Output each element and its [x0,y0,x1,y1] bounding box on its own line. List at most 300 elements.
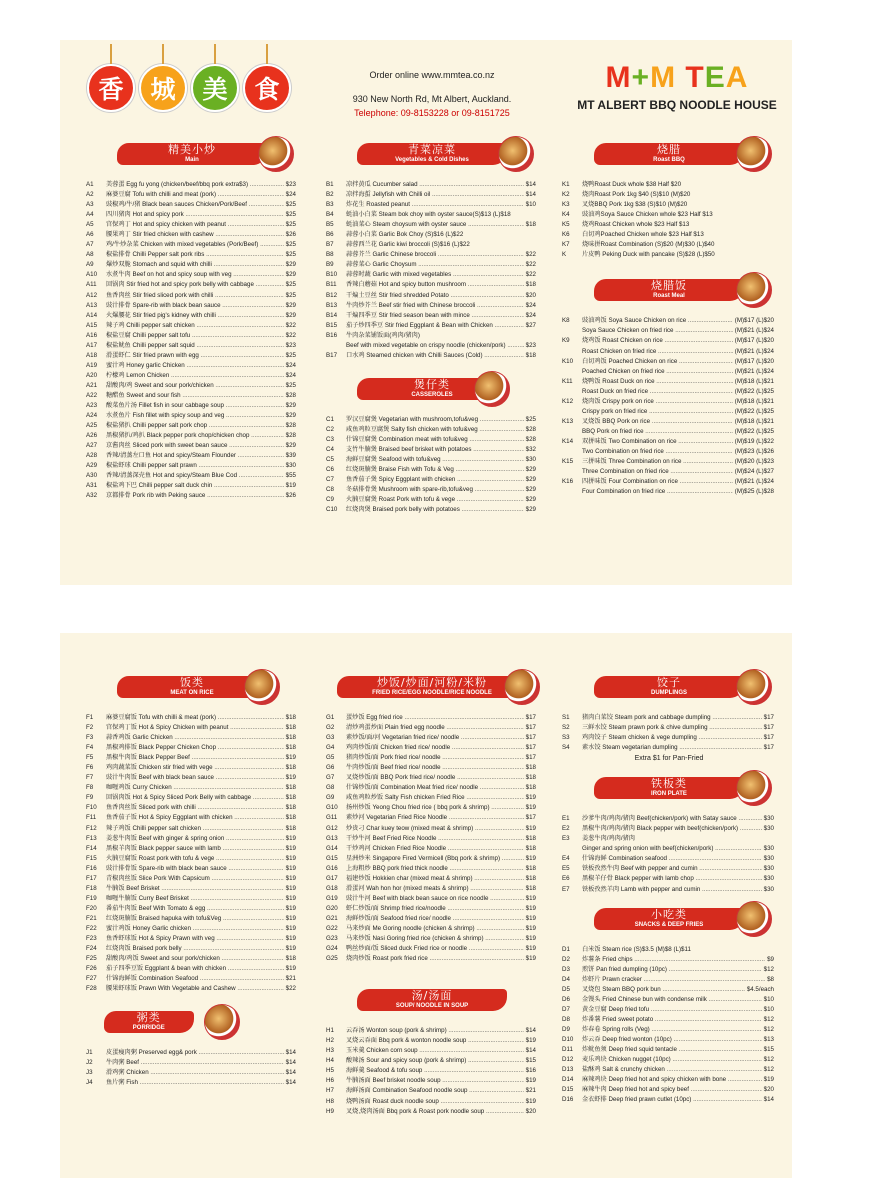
item-price: $19 [525,794,536,802]
item-price: (M)$18 (L)$21 [734,377,774,385]
item-name: 皮蛋瘦肉粥 Preserved egg& pork ..... [106,1048,284,1058]
menu-item [562,407,774,417]
menu-item [86,461,296,471]
item-price: $18 [285,955,296,963]
menu-item [326,894,536,904]
item-price: $9 [767,955,774,963]
menu-item [562,230,774,240]
item-code: G17 [326,874,338,882]
item-name: 干煸土豆丝 Stir fried shredded Potato ..... [346,291,524,301]
item-code: G20 [326,904,338,912]
menu-item [326,914,536,924]
item-code: K [562,251,567,259]
item-name: 干炒牛河 Beef Fried Rice Noodle ..... [346,834,524,844]
item-name: 炸云吞 Deep fried wonton (10pc) ..... [582,1035,762,1045]
item-name: 麦乐鸡块 Chicken nugget (10pc) ..... [582,1055,762,1065]
item-code: D10 [562,1035,574,1043]
menu-item [326,783,536,793]
item-code: A20 [86,371,98,379]
menu-item [326,944,536,954]
item-price [772,834,774,844]
item-code: G4 [326,744,335,752]
casseroles-items [324,415,540,515]
item-price: $32 [525,445,536,453]
item-price: $26 [285,231,296,239]
item-code: D3 [562,965,570,973]
menu-item [326,1056,536,1066]
item-name: 黑椒羊仔骨 Black pepper with lamb chop ..... [582,874,762,884]
item-price: $25 [285,291,296,299]
item-code: B16 [326,331,338,339]
item-name: 牛肉炒饭/面 Beef fried rice/ noodle ..... [346,763,524,773]
item-name: 四川猪肉 Hot and spicy pork ..... [106,210,284,220]
item-name: 金馒头 Fried Chinese bun with condense milk ..... [582,995,762,1005]
item-price: $10 [525,201,536,209]
item-code: K13 [562,417,574,425]
item-code: A10 [86,271,98,279]
menu-item [562,1065,774,1075]
item-code: F25 [86,955,97,963]
item-price: $18 [285,764,296,772]
item-code: F28 [86,985,97,993]
menu-item [86,793,296,803]
dish-icon [244,669,280,705]
item-name: 叉烧包 Steam BBQ pork bun ..... [582,985,745,995]
item-code [562,487,582,497]
item-code: F14 [86,844,97,852]
item-code: K15 [562,458,574,466]
item-price: $25 [285,251,296,259]
item-code: F17 [86,874,97,882]
item-price: $29 [285,402,296,410]
item-name: 烧鸭饭 Roast Duck on rice ..... [582,377,733,387]
menu-item [562,477,774,487]
menu-item [326,240,536,250]
item-name: 回锅肉 Stir fried hot and spicy pork belly with cabbage ..... [106,280,284,290]
item-name: 炸番薯 Fried sweet potato ..... [582,1015,762,1025]
menu-item [562,995,774,1005]
item-name: 牛腩饭 Beef Brisket ..... [106,884,284,894]
item-price: $23 [285,181,296,188]
item-name: 炸薯条 Fried chips ..... [582,955,765,965]
item-code: B6 [326,231,334,239]
menu-item [562,417,774,427]
item-code: A8 [86,251,94,259]
item-code: G24 [326,945,338,953]
item-code: F18 [86,884,97,892]
item-price: $12 [763,1056,774,1064]
item-price: $39 [285,452,296,460]
item-price: $25 [285,201,296,209]
menu-item [326,311,536,321]
menu-item [86,391,296,401]
menu-item [86,240,296,250]
item-code: C7 [326,476,334,484]
menu-item [326,824,536,834]
item-name: 豉汁排骨饭 Spare-rib with black bean sauce ..... [106,864,284,874]
menu-item [562,854,774,864]
item-price: $19 [285,754,296,762]
dish-icon [736,901,772,937]
online-order-link[interactable]: Order online www.mmtea.co.nz [369,70,495,80]
menu-item [326,465,536,475]
item-name: 辣子鸡饭 Chilli pepper salt chicken ..... [106,824,284,834]
menu-item [326,200,536,210]
menu-item [562,885,774,895]
item-name: 四拼味饭 Four Combination on rice ..... [582,477,733,487]
menu-item [326,803,536,813]
menu-item [562,427,774,437]
item-price: $12 [763,1066,774,1074]
item-name: 烧肉Roast Pork 1kg $40 (S)$10 (M)$20 [582,191,691,199]
menu-item [326,351,536,361]
item-name: 蒜蓉西兰花 Garlic kiwi broccoli (S)$16 (L)$22 [346,241,470,249]
item-name: 鱼香茄子煲 Spicy Eggplant with chicken ..... [346,475,524,485]
item-name: 什锦海鲜饭 Combination Seafood ..... [106,974,284,984]
menu-item [86,763,296,773]
item-code: A19 [86,361,98,369]
item-code: K11 [562,377,573,385]
item-price: $18 [285,804,296,812]
menu-item [562,864,774,874]
item-code: G7 [326,774,335,782]
item-name: 什锦海鲜 Combination seafood ..... [582,854,762,864]
item-price: $25 [525,415,536,423]
dumpling-icon [736,669,772,705]
menu-page-2 [60,633,792,1178]
item-price: $20 [763,1086,774,1094]
item-name: 扬州炒饭 Yeong Chou fried rice ( bbq pork & shrimp) ..... [346,803,524,813]
item-name: Four Combination on fried rice ..... [582,487,733,497]
menu-item [86,180,296,190]
menu-item [86,441,296,451]
item-name: 炸虾片 Prawn cracker ..... [582,975,765,985]
item-code: H4 [326,1057,334,1065]
item-price: $22 [525,271,536,279]
item-code: G16 [326,864,338,872]
menu-item [86,291,296,301]
item-code: A7 [86,241,94,249]
item-name: 甜酸肉/鸡饭 Sweet and sour pork/chicken ..... [106,954,284,964]
menu-item [326,1046,536,1056]
item-price: $25 [285,381,296,389]
menu-item [326,180,536,190]
item-price: $19 [525,854,536,862]
item-price: (M)$18 (L)$21 [734,397,774,405]
item-code: K2 [562,191,570,199]
item-name: 黑椒鸡排饭 Black Pepper Chicken Chop ..... [106,743,284,753]
item-name: 蒜蓉菜心 Garlic Choysum ..... [346,260,524,270]
item-name: 椒盐鸡下巴 Chilli pepper salt duck chin ..... [106,481,284,491]
item-code: F5 [86,754,94,762]
item-price: (M)$17 (L)$20 [734,317,774,325]
item-code: S1 [562,714,570,721]
menu-item [326,743,536,753]
menu-item [326,301,536,311]
item-name: 海鲜汤面 Combination Seafood noodle soup ..... [346,1086,524,1096]
menu-item [86,733,296,743]
item-name: 豉汁牛河 Beef with black bean sauce on rice noodle ..... [346,894,524,904]
item-name: 白切鸡Poached Chicken whole $23 Half $13 [582,231,704,239]
item-name: 烧肉饭 Crispy pork on rice ..... [582,397,733,407]
item-code: H6 [326,1077,334,1085]
main-items [84,180,300,502]
item-name: 烧味拼Roast Combination (S)$20 (M)$30 (L)$40 [582,241,715,249]
menu-item [86,190,296,200]
menu-item [86,421,296,431]
column-rice [84,663,300,1163]
menu-item [86,431,296,441]
menu-item [86,844,296,854]
item-price: $29 [525,496,536,504]
menu-item [326,723,536,733]
item-name: 滑鸡粥 Chicken ..... [106,1068,284,1078]
menu-item [562,457,774,467]
menu-item [562,387,774,397]
item-code: A21 [86,381,98,389]
item-name: 铁板孜然羊肉 Lamb with pepper and cumin ..... [582,885,762,895]
item-name: 豉汁排骨 Spare-rib with black bean sauce ..... [106,301,284,311]
item-name: 沙爹牛肉/鸡肉/猪肉 Beef(chicken/pork) with Satay sauce ..... [582,814,762,824]
section-header-soup: 汤/汤面 SOUP/ NOODLE IN SOUP [324,980,540,1020]
menu-item [326,445,536,455]
menu-item [562,965,774,975]
item-price: $18 [525,764,536,772]
item-code: K4 [562,211,570,219]
menu-item [562,824,774,834]
menu-item [86,964,296,974]
menu-item [562,814,774,824]
item-price: $24 [525,311,536,319]
item-name: 鸡肉饺子 Steam chicken & vege dumpling ..... [582,733,762,743]
item-price: $19 [285,834,296,842]
dish-icon [498,136,534,172]
item-name: 火腩豆腐饭 Roast pork with tofu & vege ..... [106,854,284,864]
item-price: $18 [525,874,536,882]
item-code: G19 [326,894,338,902]
item-price: $22 [285,331,296,339]
item-price: $14 [525,1047,536,1055]
menu-item [562,874,774,884]
menu-item [562,210,774,220]
menu-item [86,270,296,280]
menu-item [326,924,536,934]
menu-item [86,753,296,763]
item-price: $30 [285,462,296,470]
item-code: A3 [86,201,94,209]
menu-item [562,713,774,723]
menu-item [562,437,774,447]
item-price: $18 [525,864,536,872]
roast-meal-items [560,316,778,497]
item-name: 冬菇排骨煲 Mushroom with spare-rib,tofu&veg ..... [346,485,524,495]
telephone: Telephone: 09-8153228 or 09-8151725 [354,108,510,118]
menu-item [326,435,536,445]
item-price: $19 [285,904,296,912]
item-code: C1 [326,415,334,423]
item-name: 糖醋鱼 Sweet and sour fish ..... [106,391,284,401]
item-code: D13 [562,1066,574,1074]
menu-item [562,487,774,497]
item-name: 椒盐鱿鱼 Chilli pepper salt squid ..... [106,341,284,351]
menu-item [326,260,536,270]
menu-item [86,984,296,994]
menu-item [326,844,536,854]
menu-item [326,210,536,220]
item-code: J1 [86,1049,93,1057]
item-name: 炸春卷 Spring rolls (Veg) ..... [582,1025,762,1035]
item-code: E4 [562,855,570,863]
item-name: 双拼味饭 Two Combination on rice ..... [582,437,733,447]
item-name: 叉烧,烧肉汤面 Bbq pork & Roast pork noodle soup ..... [346,1107,524,1117]
item-name: 蒜蓉小白菜 Garlic Bok Choy (S)$16 (L)$22 [346,231,464,239]
item-name: Soya Sauce Chicken on fried rice ..... [582,326,733,336]
item-name: 马来炒饭 Nasi Goring fried rice (chicken & shrimp) ..... [346,934,524,944]
item-price: $19 [285,774,296,782]
item-code [562,427,582,437]
menu-item [562,377,774,387]
item-name: 红烧肉饭 Braised pork belly ..... [106,944,284,954]
menu-item [326,954,536,964]
item-code: F6 [86,764,94,772]
item-price: $26 [285,492,296,500]
item-price: $18 [525,844,536,852]
menu-item [326,813,536,823]
item-code: A22 [86,391,98,399]
item-code: A18 [86,351,98,359]
item-price: $19 [525,935,536,943]
item-price: (M)$25 (L)$28 [734,488,774,496]
item-name: 蚝油菜心 Steam choysum with oyster sauce ..... [346,220,524,230]
menu-item [86,260,296,270]
address: 930 New North Rd, Mt Albert, Auckland. [352,94,512,104]
item-name: 烧鸭Roast Duck whole $38 Half $20 [582,181,682,188]
item-name: 麻婆豆腐 Tofu with chilli and meat (pork) ..... [106,190,284,200]
item-price: $16 [525,1067,536,1075]
item-price [772,210,774,220]
menu-item [562,975,774,985]
item-name: 鸡/牛炒杂菜 Chicken with mixed vegetables (Pork/Beef) ..... [106,240,284,250]
item-name: 鸡肉炒饭/面 Chicken fried rice/ noodle ..... [346,743,524,753]
menu-item [562,1045,774,1055]
item-price: $12 [763,965,774,973]
item-name: 蜜汁鸡饭 Honey Garlic chicken ..... [106,924,284,934]
item-price: $22 [525,261,536,269]
item-price [772,190,774,200]
item-code: C6 [326,466,334,474]
item-code: G3 [326,734,335,742]
menu-item [86,301,296,311]
menu-item [86,481,296,491]
item-code: H1 [326,1027,334,1035]
item-name: 回锅肉饭 Hot & Spicy Sliced Pork Belly with cabbage ..... [106,793,284,803]
item-code: B11 [326,281,337,289]
item-code: F8 [86,784,94,792]
item-price: $18 [285,814,296,822]
item-price: $8 [767,975,774,983]
menu-item [86,321,296,331]
item-price: $18 [525,834,536,842]
item-price: (M)$21 (L)$24 [734,478,774,486]
item-code: B15 [326,321,338,329]
item-code: F26 [86,965,97,973]
menu-page-1 [60,40,792,585]
item-code: F10 [86,804,97,812]
item-code [562,367,582,377]
pan-fried-note: Extra $1 for Pan-Fried [634,755,704,763]
item-name: 玉米羹 Chicken corn soup ..... [346,1046,524,1056]
item-price: $30 [763,855,774,863]
brand-logo [572,60,782,112]
item-name: 咖喱牛腩饭 Curry Beef Brisket ..... [106,894,284,904]
item-code: A32 [86,492,98,500]
item-name: 凉拌黄瓜 Cucumber salad ..... [346,180,524,190]
item-price: $19 [285,924,296,932]
menu-item [86,813,296,823]
item-price: $25 [285,281,296,289]
item-name: 烧鸡Roast Chicken whole $23 Half $13 [582,221,690,229]
menu-item [562,1095,774,1105]
menu-item [86,381,296,391]
menu-item [326,415,536,425]
item-name: 煎饼 Pan fried dumpling (10pc) ..... [582,965,762,975]
item-code: F24 [86,945,97,953]
menu-item [562,326,774,336]
menu-item [86,944,296,954]
item-code: B7 [326,241,334,249]
item-code: G5 [326,754,335,762]
item-name: 黑椒牛肉/鸡肉/猪肉 Black pepper with beef(chicken/pork) ..... [582,824,762,834]
item-price: $24 [285,191,296,199]
item-name: 片皮鸭 Peking Duck with pancake (S)$28 (L)$50 [582,251,715,259]
item-code: G21 [326,914,338,922]
menu-item [86,361,296,371]
item-code: G18 [326,884,338,892]
menu-item [86,220,296,230]
snacks-items [560,945,778,1106]
item-name: 牛肉杂菜铺饭面(鸡肉/猪肉) [346,331,420,339]
item-price: $19 [285,935,296,943]
item-code: D9 [562,1025,570,1033]
item-code: K3 [562,201,570,209]
menu-item [86,250,296,260]
item-price: $19 [285,945,296,953]
item-code: C8 [326,486,334,494]
menu-item [326,904,536,914]
item-code: A1 [86,181,94,188]
item-name: 豉汁牛肉饭 Beef with black bean sauce ..... [106,773,284,783]
item-name: 辣子鸡 Chilli pepper salt chicken ..... [106,321,284,331]
item-price: $22 [285,321,296,329]
item-code: K1 [562,181,570,188]
item-name: 麻辣鸡块 Deep fried hot and spicy chicken with bone ..... [582,1075,762,1085]
menu-item [326,874,536,884]
item-name: 黑椒牛肉饭 Black Pepper Beef ..... [106,753,284,763]
item-code: D12 [562,1056,574,1064]
menu-item [326,1026,536,1036]
item-code: G22 [326,924,338,932]
item-price: $17 [525,814,536,822]
item-name: 马来炒面 Me Goring noodle (chicken & shrimp) ..... [346,924,524,934]
item-code [562,467,582,477]
menu-item [562,316,774,326]
item-name: 清炒鸡蛋炒面 Plain fried egg noodle ..... [346,723,524,733]
menu-item [562,200,774,210]
item-price [772,250,774,260]
item-code: A12 [86,291,98,299]
item-price: $19 [763,1076,774,1084]
menu-item [86,471,296,481]
